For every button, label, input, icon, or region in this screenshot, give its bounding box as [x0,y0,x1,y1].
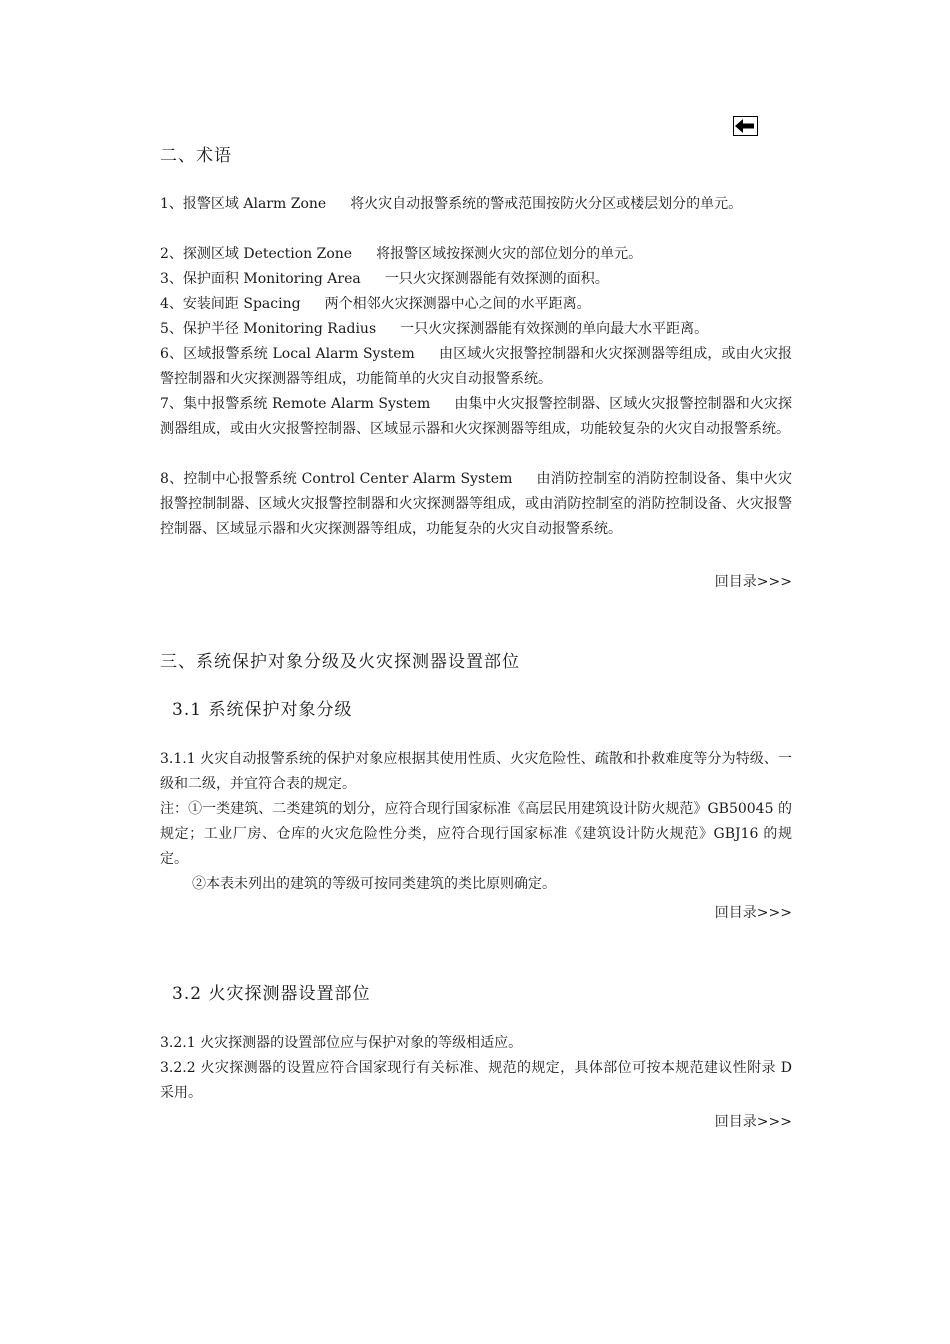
back-arrow-icon[interactable] [733,116,758,136]
section3-1-note1: 注：①一类建筑、二类建筑的划分，应符合现行国家标准《高层民用建筑设计防火规范》GB50045 的规定；工业厂房、仓库的火灾危险性分类，应符合现行国家标准《建筑设计防火规范》GBJ16 的规定。 [160,801,792,867]
term-item-6: 6、区域报警系统 Local Alarm System 由区域火灾报警控制器和火灾探测器等组成，或由火灾报警控制器和火灾探测器等组成，功能简单的火灾自动报警系统。 [160,346,792,387]
back-to-toc-link[interactable]: 回目录>>> [714,905,792,921]
term-item-5: 5、保护半径 Monitoring Radius 一只火灾探测器能有效探测的单向最大水平距离。 [160,321,709,337]
term-item-8: 8、控制中心报警系统 Control Center Alarm System 由消防控制室的消防控制设备、集中火灾报警控制制器、区域火灾报警控制器和火灾探测器等组成，或由消防控制室的消防控制设备、火灾报警控制器、区域显示器和火灾探测器等组成，功能复杂的火灾自动报警系统。 [160,471,792,537]
section3-heading: 三、系统保护对象分级及火灾探测器设置部位 [160,652,520,672]
term-item-4: 4、安装间距 Spacing 两个相邻火灾探测器中心之间的水平距离。 [160,296,591,312]
section3-1-heading: 3.1 系统保护对象分级 [172,700,353,720]
back-to-toc-link[interactable]: 回目录>>> [714,574,792,590]
term-item-1: 1、报警区域 Alarm Zone 将火灾自动报警系统的警戒范围按防火分区或楼层划分的单元。 [160,196,743,212]
term-item-7: 7、集中报警系统 Remote Alarm System 由集中火灾报警控制器、区域火灾报警控制器和火灾探测器组成，或由火灾报警控制器、区域显示器和火灾探测器等组成，功能较复杂的火灾自动报警系统。 [160,396,792,437]
section3-2-para1: 3.2.1 火灾探测器的设置部位应与保护对象的等级相适应。 [160,1035,523,1051]
term-item-2: 2、探测区域 Detection Zone 将报警区域按探测火灾的部位划分的单元。 [160,246,643,262]
back-to-toc-link[interactable]: 回目录>>> [714,1114,792,1130]
section3-1-note2: ②本表未列出的建筑的等级可按同类建筑的类比原则确定。 [192,876,556,892]
terms-heading: 二、术语 [160,146,232,166]
section3-2-para2: 3.2.2 火灾探测器的设置应符合国家现行有关标准、规范的规定，具体部位可按本规范建议性附录 D 采用。 [160,1060,792,1101]
section3-2-heading: 3.2 火灾探测器设置部位 [172,984,371,1004]
section3-1-para: 3.1.1 火灾自动报警系统的保护对象应根据其使用性质、火灾危险性、疏散和扑救难度等分为特级、一级和二级，并宜符合表的规定。 [160,751,792,792]
term-item-3: 3、保护面积 Monitoring Area 一只火灾探测器能有效探测的面积。 [160,271,609,287]
